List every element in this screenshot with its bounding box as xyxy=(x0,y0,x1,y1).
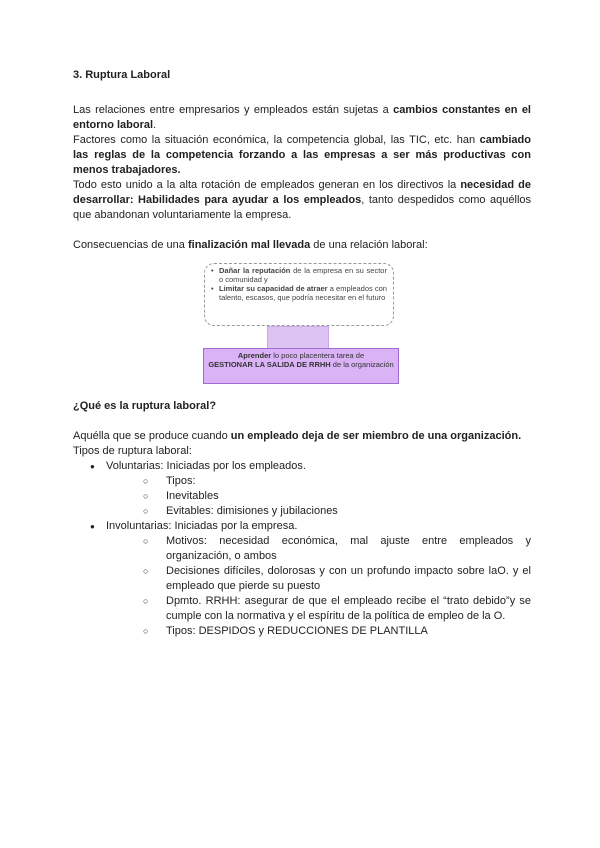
text-run: , tanto despedidos como aquéllos que abandonan voluntariamente la empresa. xyxy=(73,194,532,221)
consequences-line xyxy=(73,238,531,253)
question-heading: ¿Qué es la ruptura laboral? xyxy=(73,400,217,412)
text-run: lo poco placentera tarea de xyxy=(271,351,365,360)
section-title: 3. Ruptura Laboral xyxy=(73,69,171,81)
bold-run: finalización mal llevada xyxy=(187,239,311,251)
list-item: ○ Evitables: dimisiones y jubilaciones xyxy=(143,504,531,519)
intro-paragraph-2 xyxy=(73,133,531,178)
consequence-item xyxy=(211,266,387,284)
text-run: . xyxy=(153,119,157,131)
definition-paragraph xyxy=(73,429,531,444)
bold-run: Aprender xyxy=(237,351,272,360)
text-run: Factores como la situación económica, la competencia global, las TIC, etc. han xyxy=(73,134,480,146)
list-item-label: Voluntarias: Iniciadas por los empleados. xyxy=(106,460,306,472)
list-item: ○ Tipos: DESPIDOS y REDUCCIONES DE PLANTILLA xyxy=(143,624,531,639)
page-content xyxy=(73,68,531,639)
callout-box xyxy=(203,348,399,384)
list-item-label: Involuntarias: Iniciadas por la empresa. xyxy=(106,520,298,532)
list-item xyxy=(73,459,531,519)
consequences-box xyxy=(204,263,394,326)
consequence-item xyxy=(211,284,387,302)
bold-run: Dañar la reputación xyxy=(219,266,291,275)
consequences-figure xyxy=(73,263,531,399)
types-label: Tipos de ruptura laboral: xyxy=(73,445,192,457)
bold-run: GESTIONAR LA SALIDA DE RRHH xyxy=(208,360,331,369)
text-run: Las relaciones entre empresarios y empleados están sujetas a xyxy=(73,104,394,116)
list-item: ○ Inevitables xyxy=(143,489,531,504)
list-item: ○ Decisiones difíciles, dolorosas y con un profundo impacto sobre laO. y el empleado que pierde su puesto xyxy=(143,564,531,594)
list-item xyxy=(73,519,531,639)
list-item: ○ Tipos: xyxy=(143,474,531,489)
sublist xyxy=(106,534,531,639)
text-run: Todo esto unido a la alta rotación de empleados generan en los directivos la xyxy=(73,179,461,191)
text-run: Aquélla que se produce cuando xyxy=(73,430,231,442)
bold-run: un empleado deja de ser miembro de una organización. xyxy=(230,430,522,442)
list-item: ○ Dpmto. RRHH: asegurar de que el empleado recibe el “trato debido”y se cumple con la normativa y el espíritu de la política de empleo de la O. xyxy=(143,594,531,624)
text-run: de la organización xyxy=(330,360,394,369)
types-list xyxy=(73,459,531,639)
intro-paragraph-1 xyxy=(73,103,531,133)
sublist xyxy=(106,474,531,519)
bold-run: cambiado las reglas de la competencia forzando a las empresas a ser más productivas con menos trabajadores. xyxy=(73,134,531,176)
text-run: Consecuencias de una xyxy=(73,239,188,251)
text-run: de la empresa en su sector o comunidad y xyxy=(219,266,387,284)
spacer xyxy=(73,223,531,238)
text-run: a empleados con talento, escasos, que podría necesitar en el futuro xyxy=(219,284,387,302)
list-item: ○ Motivos: necesidad económica, mal ajuste entre empleados y organización, o ambos xyxy=(143,534,531,564)
bold-run: necesidad de desarrollar: Habilidades para ayudar a los empleados xyxy=(73,179,531,206)
spacer xyxy=(73,414,531,429)
bold-run: cambios constantes en el entorno laboral xyxy=(73,104,531,131)
intro-paragraph-3 xyxy=(73,178,531,223)
text-run: de una relación laboral: xyxy=(310,239,428,251)
bold-run: Limitar su capacidad de atraer xyxy=(219,284,328,293)
